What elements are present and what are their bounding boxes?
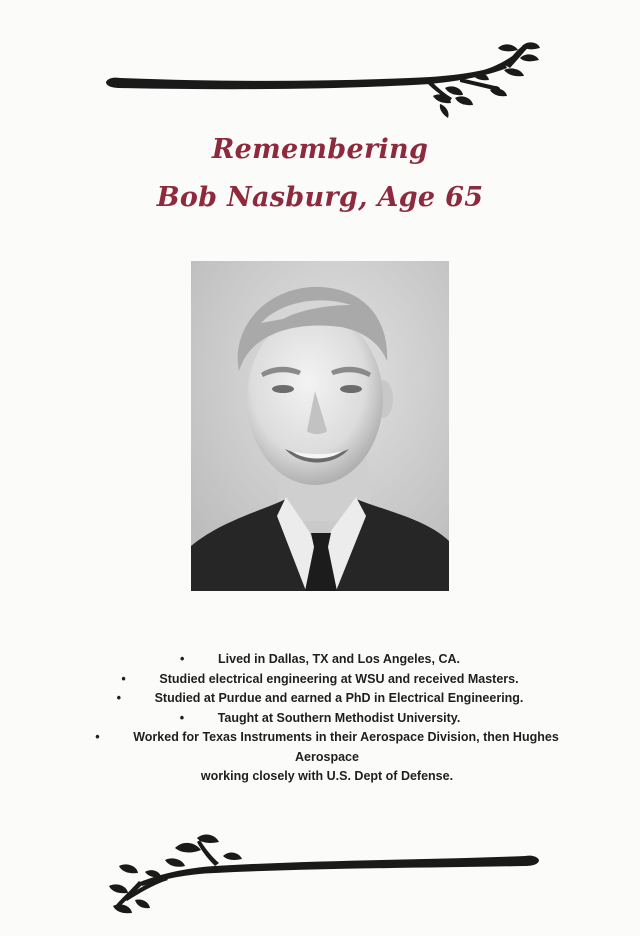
- list-item: [0, 650, 640, 670]
- list-item: [0, 728, 640, 787]
- branch-with-leaves-icon: [100, 38, 540, 124]
- fact-text: Studied electrical engineering at WSU and received Masters.: [159, 671, 519, 686]
- branch-with-leaves-icon: [105, 826, 545, 916]
- fact-text: Worked for Texas Instruments in their Aerospace Division, then Hughes Aerospace: [133, 730, 559, 764]
- fact-text-continuation: working closely with U.S. Dept of Defense.: [200, 769, 454, 783]
- facts-list: [0, 650, 640, 787]
- bullet-icon: •: [179, 710, 185, 725]
- list-item: [0, 689, 640, 709]
- fact-text: Lived in Dallas, TX and Los Angeles, CA.: [218, 652, 460, 666]
- bullet-icon: •: [180, 652, 185, 666]
- bullet-icon: •: [95, 730, 100, 744]
- fact-text: Studied at Purdue and earned a PhD in Electrical Engineering.: [154, 691, 524, 705]
- page-title: Remembering: [211, 134, 429, 165]
- list-item: [0, 709, 640, 729]
- fact-text: Taught at Southern Methodist University.: [217, 710, 461, 725]
- list-item: [0, 670, 640, 690]
- bullet-icon: •: [116, 691, 121, 705]
- bullet-icon: •: [121, 671, 126, 686]
- portrait-photo: [191, 261, 449, 591]
- page-subtitle: Bob Nasburg, Age 65: [156, 182, 484, 213]
